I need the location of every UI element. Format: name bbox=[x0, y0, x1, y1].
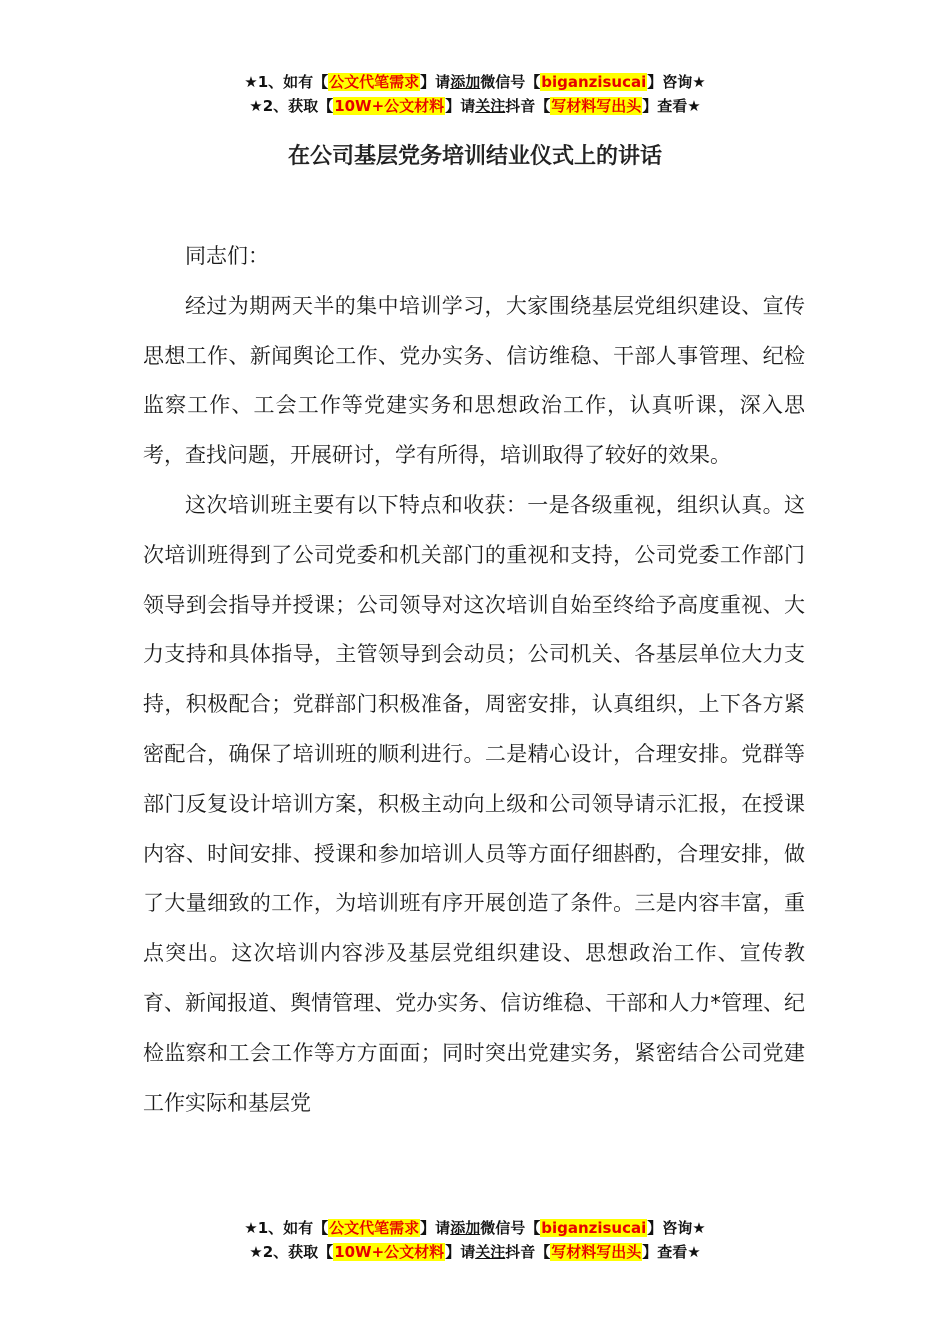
body-paragraph: 这次培训班主要有以下特点和收获：一是各级重视，组织认真。这次培训班得到了公司党委和机关部门的重视和支持，公司党委工作部门领导到会指导并授课；公司领导对这次培训自始至终给予高度重视、大力支持和具体指导，主管领导到会动员；公司机关、各基层单位大力支持，积极配合；党群部门积极准备，周密安排，认真组织，上下各方紧密配合，确保了培训班的顺利进行。二是精心设计，合理安排。党群等部门反复设计培训方案，积极主动向上级和公司领导请示汇报，在授课内容、时间安排、授课和参加培训人员等方面仔细斟酌，合理安排，做了大量细致的工作，为培训班有序开展创造了条件。三是内容丰富，重点突出。这次培训内容涉及基层党组织建设、思想政治工作、宣传教育、新闻报道、舆情管理、党办实务、信访维稳、干部和人力*管理、纪检监察和工会工作等方方面面；同时突出党建实务，紧密结合公司党建工作实际和基层党 bbox=[143, 492, 805, 1115]
banner-highlight: 写材料写出头 bbox=[551, 97, 642, 115]
banner-line-2 bbox=[0, 1240, 950, 1264]
banner-highlight: 写材料写出头 bbox=[551, 1243, 642, 1261]
footer-banner bbox=[0, 1216, 950, 1264]
banner-text: ★2、获取【 bbox=[249, 1243, 334, 1261]
banner-highlight: 10W+公文材料 bbox=[334, 1243, 445, 1261]
banner-line-1 bbox=[0, 70, 950, 94]
banner-underline: 关注 bbox=[475, 1243, 506, 1261]
banner-text: 】查看★ bbox=[642, 1243, 701, 1261]
document-body bbox=[143, 232, 805, 1128]
salutation: 同志们： bbox=[185, 244, 269, 268]
banner-line-2 bbox=[0, 94, 950, 118]
banner-text: 】请 bbox=[445, 1243, 476, 1261]
banner-text: 微信号【 bbox=[480, 1219, 541, 1237]
banner-underline: 添加 bbox=[450, 1219, 481, 1237]
banner-text: 】请 bbox=[420, 1219, 451, 1237]
header-banner bbox=[0, 70, 950, 118]
banner-highlight: 公文代笔需求 bbox=[329, 1219, 420, 1237]
banner-text: ★2、获取【 bbox=[249, 97, 334, 115]
banner-text: 】请 bbox=[420, 73, 451, 91]
banner-underline: 关注 bbox=[475, 97, 506, 115]
body-paragraph: 经过为期两天半的集中培训学习，大家围绕基层党组织建设、宣传思想工作、新闻舆论工作、党办实务、信访维稳、干部人事管理、纪检监察工作、工会工作等党建实务和思想政治工作，认真听课，深入思考，查找问题，开展研讨，学有所得，培训取得了较好的效果。 bbox=[143, 293, 805, 468]
banner-line-1 bbox=[0, 1216, 950, 1240]
banner-text: 微信号【 bbox=[480, 73, 541, 91]
banner-text: ★1、如有【 bbox=[244, 73, 329, 91]
banner-text: 】咨询★ bbox=[647, 73, 706, 91]
banner-text: 抖音【 bbox=[505, 97, 551, 115]
banner-highlight: 10W+公文材料 bbox=[334, 97, 445, 115]
banner-text: 抖音【 bbox=[505, 1243, 551, 1261]
banner-highlight: biganzisucai bbox=[541, 1219, 647, 1237]
banner-underline: 添加 bbox=[450, 73, 481, 91]
banner-text: 】请 bbox=[445, 97, 476, 115]
banner-highlight: biganzisucai bbox=[541, 73, 647, 91]
banner-highlight: 公文代笔需求 bbox=[329, 73, 420, 91]
banner-text: ★1、如有【 bbox=[244, 1219, 329, 1237]
banner-text: 】咨询★ bbox=[647, 1219, 706, 1237]
document-title: 在公司基层党务培训结业仪式上的讲话 bbox=[287, 144, 662, 169]
banner-text: 】查看★ bbox=[642, 97, 701, 115]
